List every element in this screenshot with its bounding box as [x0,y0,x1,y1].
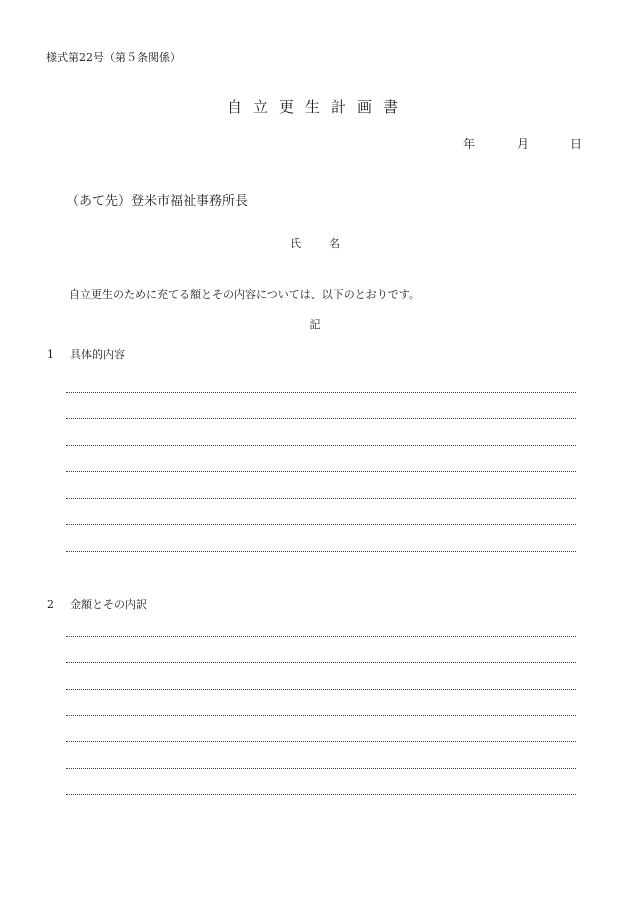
date-year-label: 年 [463,137,476,151]
section-2-line[interactable] [66,741,576,742]
section-2-title: 金額とその内訳 [70,598,147,611]
section-1-number: 1 [47,348,54,361]
section-1-line[interactable] [66,392,576,393]
section-1-title: 具体的内容 [70,348,125,361]
name-char-2: 名 [329,237,340,250]
section-2-heading [47,596,147,612]
section-1-line[interactable] [66,445,576,446]
section-1-line[interactable] [66,471,576,472]
date-day-label: 日 [570,137,583,151]
name-field [0,235,630,251]
form-number: 様式第22号（第５条関係） [46,51,181,64]
section-2-line[interactable] [66,715,576,716]
section-2-line[interactable] [66,662,576,663]
statement-text: 自立更生のために充てる額とその内容については、以下のとおりです。 [69,288,420,301]
page-title: 自立更生計画書 [226,98,409,116]
section-1-line[interactable] [66,524,576,525]
date-month-label: 月 [517,137,530,151]
section-1-heading [47,346,125,362]
section-1-line[interactable] [66,551,576,552]
addressee: （あて先）登米市福祉事務所長 [66,194,249,209]
section-2-line[interactable] [66,794,576,795]
ki-label: 記 [309,318,321,331]
section-1-line[interactable] [66,498,576,499]
section-2-line[interactable] [66,689,576,690]
section-2-line[interactable] [66,636,576,637]
section-2-number: 2 [47,598,54,611]
name-char-1: 氏 [290,237,301,250]
section-2-line[interactable] [66,768,576,769]
section-1-line[interactable] [66,418,576,419]
